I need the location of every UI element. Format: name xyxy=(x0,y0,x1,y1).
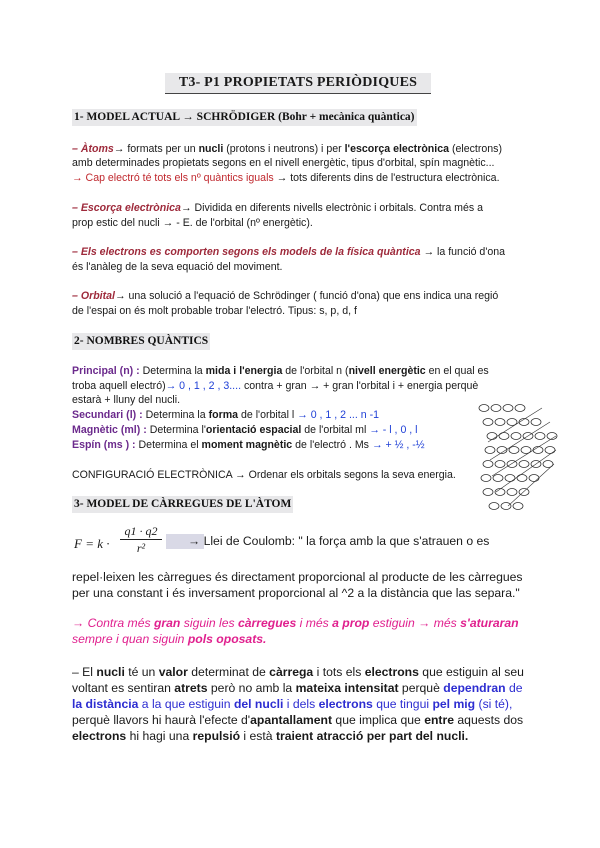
electrons-line-1 xyxy=(72,245,505,259)
nucli-line-3 xyxy=(72,696,512,713)
text: i tots els xyxy=(313,665,365,679)
text: determinat de xyxy=(187,665,270,679)
text: mida i l'energia xyxy=(205,365,283,377)
text: que implica que xyxy=(332,713,425,727)
principal-line-2 xyxy=(72,379,478,393)
text: de l'orbital n ( xyxy=(282,365,349,377)
charges-line-1 xyxy=(72,615,519,632)
electrons-line-2: és l'anàleg de la seva equació del moviment. xyxy=(72,261,283,273)
page-title: T3- P1 PROPIETATS PERIÒDIQUES xyxy=(165,73,431,94)
atoms-line-1 xyxy=(72,142,502,156)
text: → tots diferents dins de l'estructura electrònica. xyxy=(273,172,500,184)
section-2-heading: 2- NOMBRES QUÀNTICS xyxy=(72,333,210,350)
aufbau-diagram-icon xyxy=(478,402,560,516)
text: forma xyxy=(208,409,239,421)
text: l'escorça electrònica xyxy=(344,143,450,155)
text: atrets xyxy=(174,681,208,695)
text: traient atracció per part del nucli. xyxy=(275,729,469,743)
formula-numerator: q1 · q2 xyxy=(120,524,162,540)
text: electrons xyxy=(364,665,419,679)
text: → formats per un xyxy=(113,143,199,155)
atoms-term: – Àtoms xyxy=(72,143,114,155)
text: → Llei de Coulomb xyxy=(188,534,292,548)
text: – El xyxy=(72,665,97,679)
text: → una solució a l'equació de Schrödinger ( funció d'ona) que ens indica una regió xyxy=(114,290,499,302)
text: → Contra més xyxy=(72,616,154,630)
coulomb-text-2: per una constant i és inversament proporcional al ^2 a la distància que las separa." xyxy=(72,586,520,600)
text: (protons i neutrons) i per xyxy=(223,143,345,155)
coulomb-line xyxy=(188,533,489,550)
orbital-line-1 xyxy=(72,289,498,303)
text: de l'electró . Ms xyxy=(292,439,372,451)
text: Determina el xyxy=(135,439,202,451)
text: càrregues xyxy=(237,616,297,630)
text: entre xyxy=(424,713,454,727)
text: → 0 , 1 , 2 , 3.... xyxy=(165,380,244,392)
text: voltant es sentiran xyxy=(72,681,175,695)
magnetic-line xyxy=(72,423,418,437)
text: contra + gran → + gran l'orbital i + energia perquè xyxy=(243,380,479,392)
nucli-line-1 xyxy=(72,664,524,681)
espin-term: Espín (ms ) : xyxy=(72,439,136,451)
text: (electrons) xyxy=(449,143,502,155)
text: moment magnètic xyxy=(201,439,293,451)
text: (si té), xyxy=(475,697,513,711)
text: la distància xyxy=(72,697,139,711)
text: hi hagi una xyxy=(126,729,193,743)
orbital-line-2: de l'espai on és molt probable trobar l'electró. Tipus: s, p, d, f xyxy=(72,305,357,317)
escorca-term: – Escorça electrònica xyxy=(72,202,181,214)
text: valor xyxy=(158,665,188,679)
text: de l'orbital ml xyxy=(301,424,370,436)
text: : " la força amb la que s'atrauen o es xyxy=(291,534,490,548)
text: → 0 , 1 , 2 ... n -1 xyxy=(297,409,380,421)
coulomb-text-1: repel·leixen les càrregues és directament proporcional al producte de les càrregues xyxy=(72,570,523,584)
orbital-term: – Orbital xyxy=(72,290,115,302)
nucli-line-4 xyxy=(72,712,523,729)
text: pols oposats. xyxy=(187,632,267,646)
text: → + ½ , -½ xyxy=(371,439,425,451)
text: mateixa intensitat xyxy=(295,681,399,695)
nucli-line-5 xyxy=(72,728,468,745)
text: troba aquell electró) xyxy=(72,380,166,392)
secundari-term: Secundari (l) : xyxy=(72,409,143,421)
text: del nucli xyxy=(233,697,284,711)
text: de l'orbital l xyxy=(238,409,298,421)
nucli-line-2 xyxy=(72,680,523,697)
secundari-line xyxy=(72,408,379,422)
text: nivell energètic xyxy=(348,365,426,377)
section-1-heading: 1- MODEL ACTUAL → SCHRÖDIGER (Bohr + mecànica quàntica) xyxy=(72,109,417,126)
text: electrons xyxy=(72,729,127,743)
text: de xyxy=(505,681,523,695)
text: en el qual es xyxy=(425,365,489,377)
text: càrrega xyxy=(269,665,314,679)
section-3-heading: 3- MODEL DE CÀRREGUES DE L'ÀTOM xyxy=(72,496,293,513)
espin-line xyxy=(72,438,425,452)
text: perquè llavors hi haurà l'efecte d' xyxy=(72,713,251,727)
text: → la funció d'ona xyxy=(420,246,506,258)
text: que tingui xyxy=(372,697,433,711)
text: gran xyxy=(153,616,181,630)
text: → Cap electró té tots els nº quàntics iguals xyxy=(72,172,274,184)
text: perquè xyxy=(398,681,444,695)
text: Determina la xyxy=(139,365,206,377)
text: Determina la xyxy=(142,409,209,421)
text: CONFIGURACIÓ ELECTRÒNICA xyxy=(72,469,233,481)
text: dependran xyxy=(443,681,506,695)
principal-line-1 xyxy=(72,364,489,378)
text: → Dividida en diferents nivells electrònic i orbitals. Contra més a xyxy=(180,202,484,214)
principal-line-3: estarà + lluny del nucli. xyxy=(72,394,181,406)
atoms-line-3 xyxy=(72,171,500,185)
text: siguin les xyxy=(180,616,238,630)
text: repulsió xyxy=(192,729,241,743)
atoms-line-2: amb determinades propietats segons en el nivell energètic, tipus d'orbital, spín magnètic... xyxy=(72,157,495,169)
text: a prop xyxy=(332,616,370,630)
text: pel mig xyxy=(432,697,476,711)
principal-term: Principal (n) : xyxy=(72,365,140,377)
electrons-term: – Els electrons es comporten segons els models de la física quàntica xyxy=(72,246,421,258)
text: aquests dos xyxy=(454,713,524,727)
escorca-line-1 xyxy=(72,201,483,215)
text: orientació espacial xyxy=(205,424,302,436)
text: té un xyxy=(124,665,159,679)
text: però no amb la xyxy=(207,681,296,695)
text: apantallament xyxy=(250,713,333,727)
text: i dels xyxy=(283,697,319,711)
config-line xyxy=(72,468,456,482)
text: nucli xyxy=(96,665,125,679)
text: Determina l' xyxy=(146,424,206,436)
text: i més xyxy=(296,616,333,630)
text: i està xyxy=(240,729,276,743)
formula-denominator: r² xyxy=(136,541,146,555)
text: nucli xyxy=(198,143,224,155)
text: electrons xyxy=(318,697,373,711)
magnetic-term: Magnètic (ml) : xyxy=(72,424,147,436)
escorca-line-2: prop estic del nucli → - E. de l'orbital (nº energètic). xyxy=(72,217,313,229)
text: a la que estiguin xyxy=(138,697,234,711)
formula-lhs: F = k · xyxy=(74,536,110,551)
text: estiguin → més xyxy=(369,616,461,630)
charges-line-2 xyxy=(72,631,266,648)
text: sempre i quan siguin xyxy=(72,632,188,646)
text: que estiguin al seu xyxy=(418,665,524,679)
text: → - l , 0 , l xyxy=(369,424,418,436)
text: s'aturaran xyxy=(460,616,519,630)
text: → Ordenar els orbitals segons la seva energia. xyxy=(232,469,456,481)
